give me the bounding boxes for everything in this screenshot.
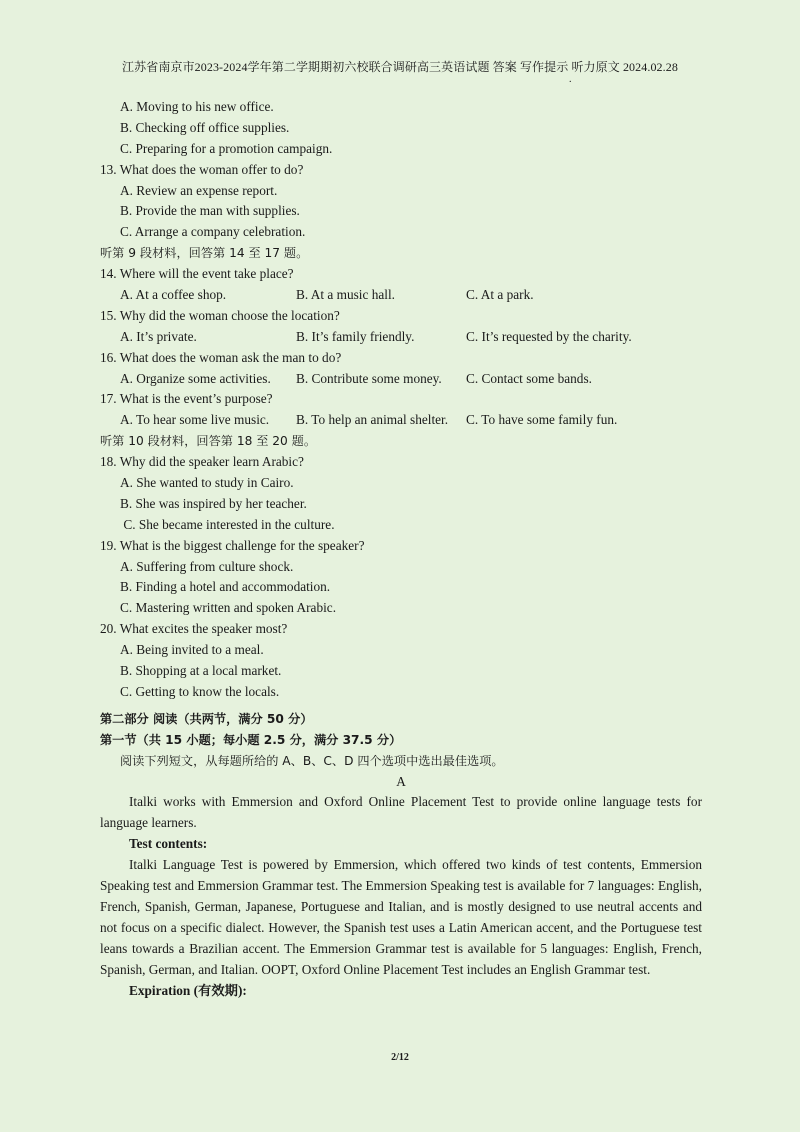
q14-option-a: A. At a coffee shop. [120, 287, 227, 303]
q18-option-a: A. She wanted to study in Cairo. [120, 475, 294, 491]
reading-instruction: 阅读下列短文，从每题所给的 A、B、C、D 四个选项中选出最佳选项。 [120, 753, 504, 768]
page-number: 2/12 [391, 1052, 409, 1063]
q16-option-b: B. Contribute some money. [296, 370, 442, 386]
q18-option-b: B. She was inspired by her teacher. [120, 495, 307, 511]
reading-part-title: 第二部分 阅读（共两节，满分 50 分） [100, 711, 313, 726]
q14-option-c: C. At a park. [466, 287, 534, 303]
q20-option-b: B. Shopping at a local market. [120, 663, 282, 679]
q12-option-a: A. Moving to his new office. [120, 99, 274, 114]
q16-option-a: A. Organize some activities. [120, 370, 271, 386]
question-18: 18. Why did the speaker learn Arabic? [100, 454, 304, 470]
passage-paragraph-2: Italki Language Test is powered by Emmersion, which offered two kinds of test contents, Emmersion Speaking test and Emmersion Grammar test. The Emmersion Speaking test is available for 7 languages: English, French, Spanish, German, Japanese, Portuguese and Italian, and is mostly designed to use neutral accents and not focus on a specific dialect. However, the Spanish test uses a Latin American accent, and the Portuguese test leans towards a Brazilian accent. The Emmersion Grammar test is available for 5 languages: English, French, Spanish, German, and Italian. OOPT, Oxford Online Placement Test includes an English Grammar test. [100, 857, 702, 977]
q19-option-c: C. Mastering written and spoken Arabic. [120, 600, 337, 616]
test-contents-heading: Test contents: [129, 836, 208, 852]
q20-option-a: A. Being invited to a meal. [120, 642, 264, 658]
q15-options [100, 327, 702, 348]
q17-option-c: C. To have some family fun. [466, 412, 618, 428]
q19-option-a: A. Suffering from culture shock. [120, 558, 294, 574]
passage-paragraph-1: Italki works with Emmersion and Oxford Online Placement Test to provide online language tests for language learners. [100, 794, 702, 831]
q16-options [100, 369, 702, 390]
q16-option-c: C. Contact some bands. [466, 370, 592, 386]
q12-option-c: C. Preparing for a promotion campaign. [120, 140, 333, 156]
section-9-instruction: 听第 9 段材料，回答第 14 至 17 题。 [100, 246, 309, 261]
question-13: 13. What does the woman offer to do? [100, 161, 304, 177]
question-20: 20. What excites the speaker most? [100, 621, 288, 637]
q15-option-c: C. It’s requested by the charity. [466, 328, 632, 344]
q13-option-a: A. Review an expense report. [120, 182, 278, 198]
q18-option-c: C. She became interested in the culture. [120, 516, 335, 532]
page-header: 江苏省南京市2023-2024学年第二学期期初六校联合调研高三英语试题 答案 写作提示 听力原文 2024.02.28 [122, 60, 678, 74]
reading-section-title: 第一节（共 15 小题；每小题 2.5 分，满分 37.5 分） [100, 732, 402, 747]
q12-option-b: B. Checking off office supplies. [120, 119, 290, 135]
passage-label: A [396, 773, 406, 789]
q13-option-c: C. Arrange a company celebration. [120, 224, 306, 240]
q15-option-b: B. It’s family friendly. [296, 328, 415, 344]
page-content [100, 97, 702, 1001]
q19-option-b: B. Finding a hotel and accommodation. [120, 579, 331, 595]
question-15: 15. Why did the woman choose the location? [100, 307, 340, 323]
header-dot: . [569, 74, 572, 85]
section-10-instruction: 听第 10 段材料，回答第 18 至 20 题。 [100, 434, 317, 449]
q17-option-b: B. To help an animal shelter. [296, 412, 449, 428]
q14-options [100, 285, 702, 306]
q20-option-c: C. Getting to know the locals. [120, 683, 280, 699]
q14-option-b: B. At a music hall. [296, 287, 395, 303]
expiration-heading: Expiration (有效期): [129, 982, 247, 998]
q17-options [100, 410, 702, 431]
q17-option-a: A. To hear some live music. [120, 412, 270, 428]
question-14: 14. Where will the event take place? [100, 266, 294, 282]
question-16: 16. What does the woman ask the man to do? [100, 349, 342, 365]
q15-option-a: A. It’s private. [120, 328, 197, 344]
question-17: 17. What is the event’s purpose? [100, 391, 273, 407]
q13-option-b: B. Provide the man with supplies. [120, 203, 300, 219]
question-19: 19. What is the biggest challenge for the speaker? [100, 537, 365, 553]
